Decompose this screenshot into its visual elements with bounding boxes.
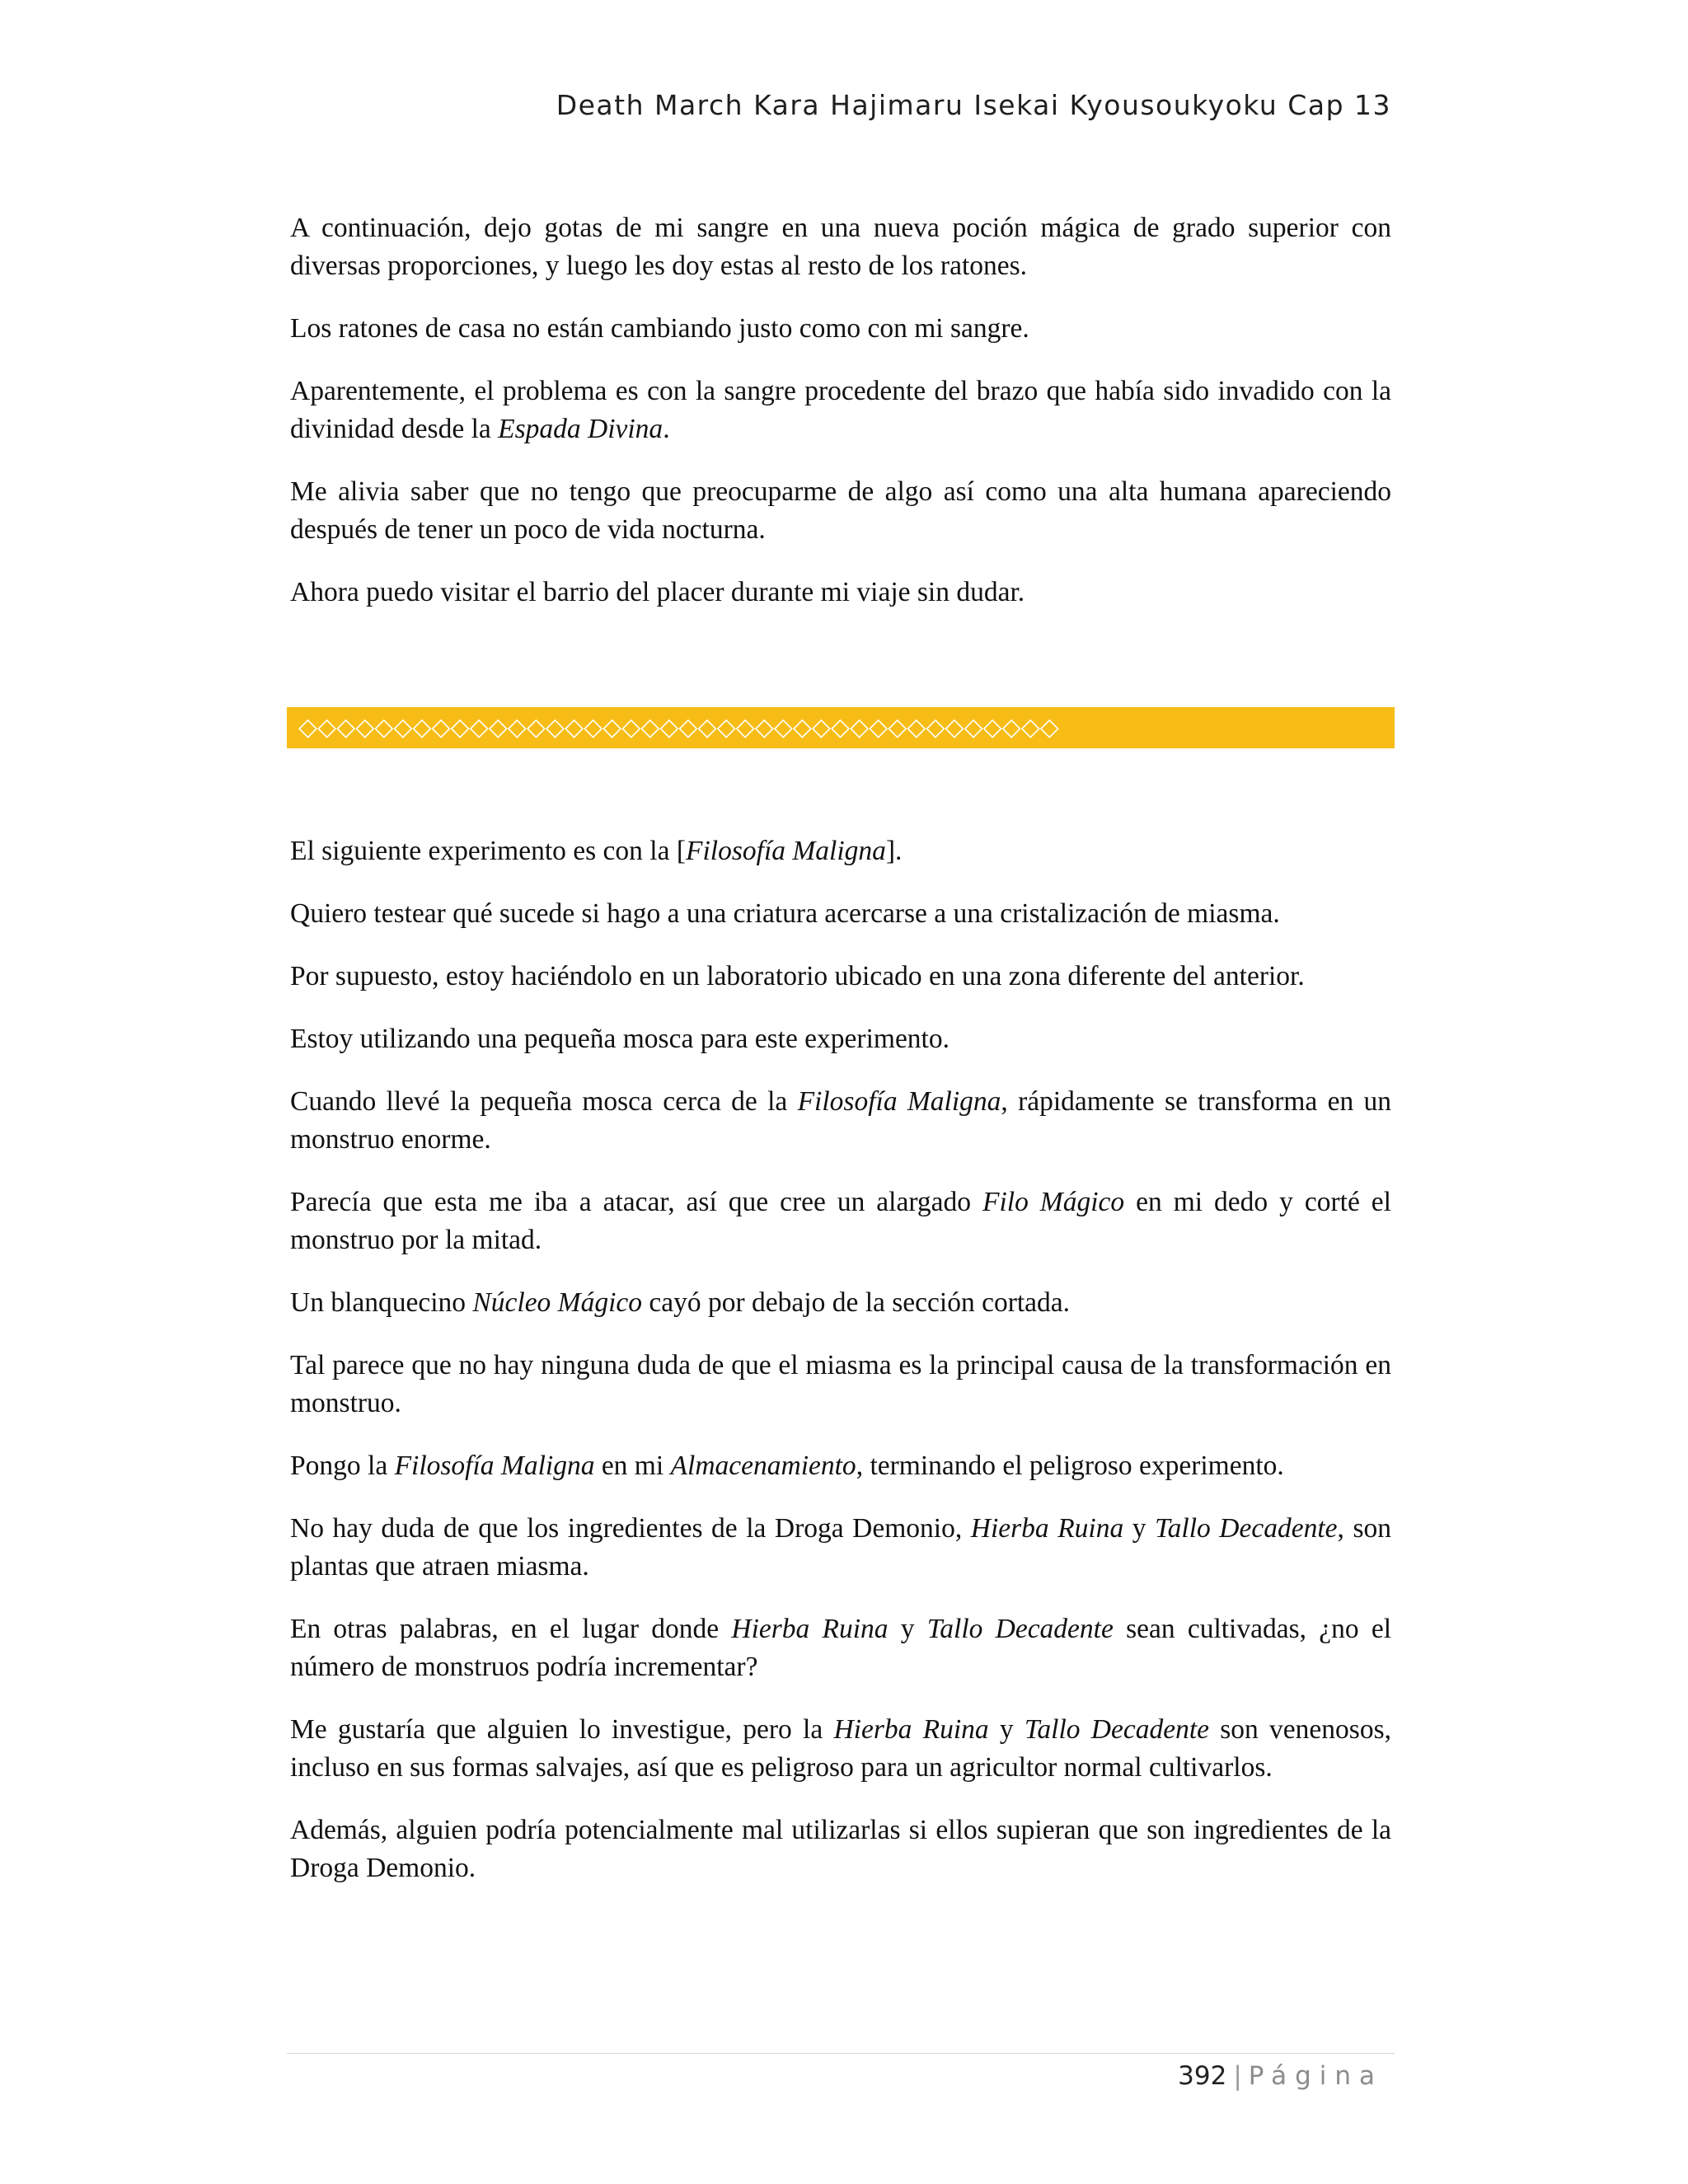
italic-term: Hierba Ruina (833, 1714, 989, 1745)
italic-term: Hierba Ruina (731, 1614, 889, 1644)
paragraph: Además, alguien podría potencialmente mal utilizarlas si ellos supieran que son ingredientes de la Droga Demonio. (290, 1815, 1391, 1883)
italic-term: Filosofía Maligna (797, 1086, 1001, 1117)
paragraph: El siguiente experimento es con la [Filosofía Maligna]. (290, 836, 903, 866)
paragraph: En otras palabras, en el lugar donde Hierba Ruina y Tallo Decadente sean cultivadas, ¿no el número de monstruos podría incrementar? (290, 1614, 1392, 1682)
paragraph: Pongo la Filosofía Maligna en mi Almacenamiento, terminando el peligroso experimento. (290, 1451, 1284, 1481)
italic-term: Filosofía Maligna (394, 1451, 595, 1481)
footer-rule (287, 2053, 1395, 2054)
italic-term: Espada Divina (498, 414, 663, 444)
paragraph: Por supuesto, estoy haciéndolo en un laboratorio ubicado en una zona diferente del anterior. (290, 961, 1305, 991)
paragraph: Estoy utilizando una pequeña mosca para este experimento. (290, 1024, 950, 1054)
paragraph: Me alivia saber que no tengo que preocuparme de algo así como una alta humana apareciendo después de tener un poco de vida nocturna. (290, 476, 1391, 545)
italic-term: Filosofía Maligna (686, 836, 886, 866)
italic-term: Tallo Decadente (926, 1614, 1114, 1644)
italic-term: Filo Mágico (982, 1187, 1125, 1217)
italic-term: Almacenamiento (670, 1451, 856, 1481)
italic-term: Núcleo Mágico (472, 1287, 643, 1318)
paragraph: Los ratones de casa no están cambiando justo como con mi sangre. (290, 313, 1029, 344)
paragraph: Me gustaría que alguien lo investigue, pero la Hierba Ruina y Tallo Decadente son venenosos, incluso en sus formas salvajes, así que es peligroso para un agricultor normal cultivarlos. (290, 1714, 1391, 1783)
paragraph: Parecía que esta me iba a atacar, así que cree un alargado Filo Mágico en mi dedo y corté el monstruo por la mitad. (290, 1187, 1391, 1255)
italic-term: Hierba Ruina (970, 1513, 1124, 1544)
paragraph: A continuación, dejo gotas de mi sangre en una nueva poción mágica de grado superior con diversas proporciones, y luego les doy estas al resto de los ratones. (290, 213, 1391, 281)
paragraph: Ahora puedo visitar el barrio del placer durante mi viaje sin dudar. (290, 577, 1025, 607)
page-label: Página (1248, 2061, 1383, 2091)
page-number: 392 (1178, 2061, 1227, 2091)
section-separator-diamonds: ◇◇◇◇◇◇◇◇◇◇◇◇◇◇◇◇◇◇◇◇◇◇◇◇◇◇◇◇◇◇◇◇◇◇◇◇◇◇◇◇ (287, 707, 1395, 748)
paragraph: No hay duda de que los ingredientes de la Droga Demonio, Hierba Ruina y Tallo Decadente, son plantas que atraen miasma. (290, 1513, 1391, 1582)
section-2 (290, 832, 1391, 1912)
section-1 (290, 209, 1391, 636)
italic-term: Tallo Decadente (1024, 1714, 1210, 1745)
paragraph: Tal parece que no hay ninguna duda de que el miasma es la principal causa de la transformación en monstruo. (290, 1350, 1391, 1418)
italic-term: Tallo Decadente (1155, 1513, 1338, 1544)
running-header: Death March Kara Hajimaru Isekai Kyousoukyoku Cap 13 (556, 89, 1391, 121)
footer-separator: | (1233, 2061, 1242, 2091)
paragraph: Quiero testear qué sucede si hago a una criatura acercarse a una cristalización de miasma. (290, 898, 1280, 929)
page-footer (290, 2058, 1383, 2094)
paragraph: Cuando llevé la pequeña mosca cerca de la Filosofía Maligna, rápidamente se transforma en un monstruo enorme. (290, 1086, 1392, 1155)
paragraph: Un blanquecino Núcleo Mágico cayó por debajo de la sección cortada. (290, 1287, 1071, 1318)
paragraph: Aparentemente, el problema es con la sangre procedente del brazo que había sido invadido con la divinidad desde la Espada Divina. (290, 376, 1391, 444)
